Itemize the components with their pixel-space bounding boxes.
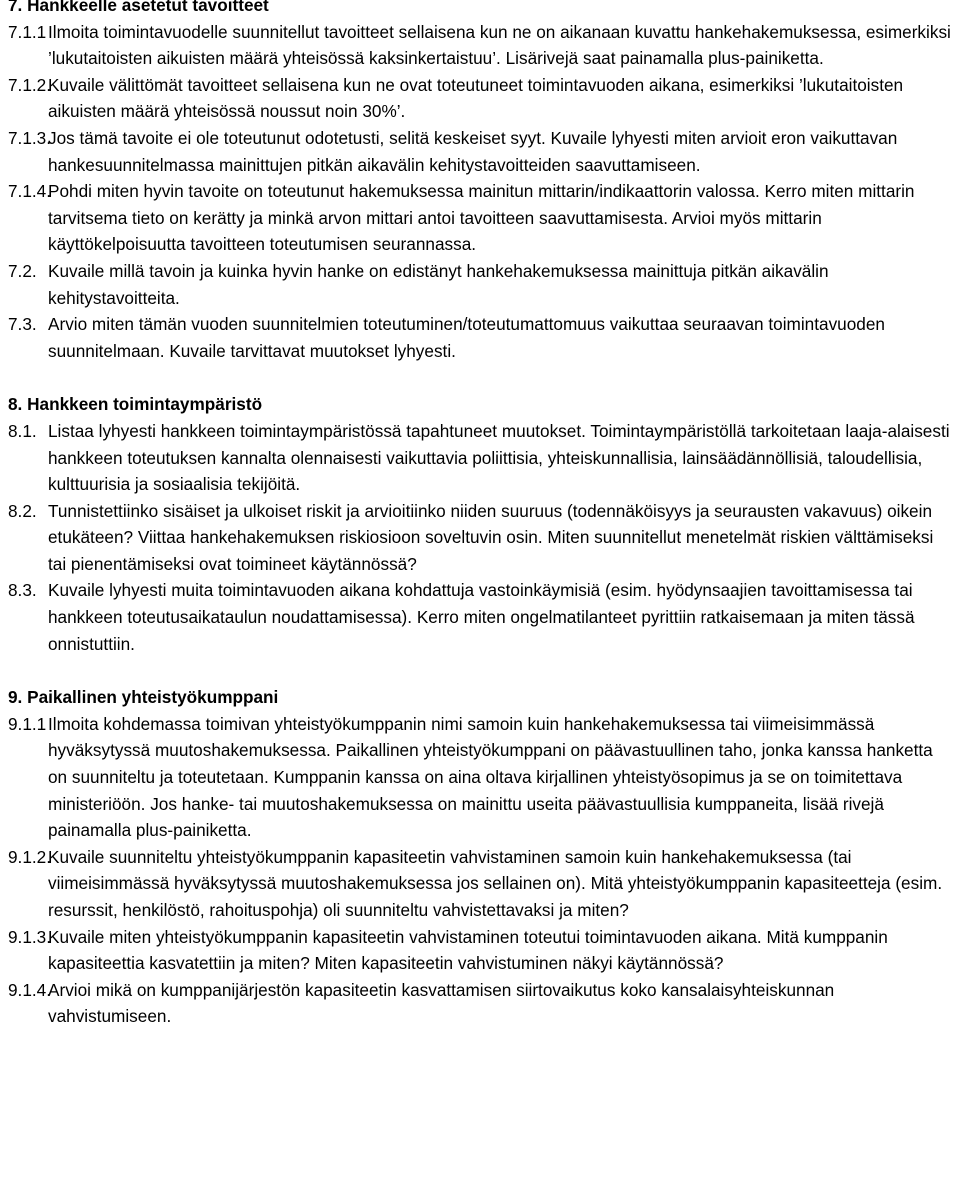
item-number: 7.1.3. [8,127,52,148]
item-text: Kuvaile millä tavoin ja kuinka hyvin hanke on edistänyt hankehakemuksessa mainittuja pitkän aikavälin kehitystavoitteita. [48,260,829,308]
list-item [8,498,952,578]
list-item [8,844,952,924]
item-text: Kuvaile suunniteltu yhteistyökumppanin kapasiteetin vahvistaminen samoin kuin hankehakemuksessa (tai viimeisimmässä hyväksytyssä muutoshakemuksessa jos sellainen on). Mitä yhteistyökumppanin kapasiteetteja (esim. resurssit, henkilöstö, rahoituspohja) oli suunniteltu vahvistettavaksi ja miten? [48,846,943,920]
item-number: 9.1.2. [8,846,52,867]
item-text: Arvio miten tämän vuoden suunnitelmien toteutuminen/toteutumattomuus vaikuttaa seuraavan toimintavuoden suunnitelmaan. Kuvaile tarvittavat muutokset lyhyesti. [48,314,885,361]
section-heading: 7. Hankkeelle asetetut tavoitteet [8,0,269,15]
list-item [8,577,952,657]
item-text: Ilmoita toimintavuodelle suunnitellut tavoitteet sellaisena kun ne on aikanaan kuvattu hankehakemuksessa, esimerkiksi ’lukutaitoisten aikuisten määrä yhteisössä kaksinkertaistuu’. Lisärivejä saat painamalla plus-painiketta. [48,21,951,69]
item-text: Jos tämä tavoite ei ole toteutunut odotetusti, selitä keskeiset syyt. Kuvaile lyhyesti miten arvioit eron vaikuttavan hankesuunnitelmassa mainittujen pitkän aikavälin kehitystavoitteiden saavuttamiseen. [48,127,898,175]
item-number: 7.1.2. [8,74,52,95]
section-7 [8,0,952,364]
item-number: 8.3. [8,580,37,601]
item-text: Pohdi miten hyvin tavoite on toteutunut hakemuksessa mainitun mittarin/indikaattorin valossa. Kerro miten mittarin tarvitsema tieto on kerätty ja minkä arvon mittari antoi tavoitteen saavuttamisesta. Arvioi myös mittarin käyttökelpoisuutta tavoitteen toteutumisen seurannassa. [48,181,915,255]
list-item [8,418,952,498]
item-number: 8.1. [8,420,37,441]
list-item [8,977,952,1030]
item-text: Arvioi mikä on kumppanijärjestön kapasiteetin kasvattamisen siirtovaikutus koko kansalaisyhteiskunnan vahvistumiseen. [48,979,835,1027]
list-item [8,924,952,977]
section-9 [8,684,952,1030]
list-item [8,258,952,311]
list-item [8,311,952,364]
item-number: 7.3. [8,314,37,335]
item-text: Kuvaile lyhyesti muita toimintavuoden aikana kohdattuja vastoinkäymisiä (esim. hyödynsaajien tavoittamisessa tai hankkeen toteutusaikataulun noudattamisessa). Kerro miten ongelmatilanteet pyrittiin ratkaisemaan ja miten tässä onnistuttiin. [48,580,915,654]
list-item [8,19,952,72]
list-item [8,72,952,125]
item-number: 8.2. [8,500,37,521]
item-text: Ilmoita kohdemassa toimivan yhteistyökumppanin nimi samoin kuin hankehakemuksessa tai viimeisimmässä hyväksytyssä muutoshakemuksessa. Paikallinen yhteistyökumppani on päävastuullinen taho, jonka kanssa hanketta on suunniteltu ja toteutetaan. Kumppanin kanssa on aina oltava kirjallinen yhteistyösopimus ja se on toimitettava ministeriöön. Jos hanke- tai muutoshakemuksessa on mainittu useita päävastuullisia kumppaneita, lisää rivejä painamalla plus-painiketta. [48,713,933,841]
item-number: 9.1.1 [8,713,47,734]
list-item [8,178,952,258]
section-heading: 9. Paikallinen yhteistyökumppani [8,687,279,708]
section-heading: 8. Hankkeen toimintaympäristö [8,394,263,415]
section-spacer [8,364,952,391]
item-number: 7.1.1 [8,21,47,42]
item-text: Tunnistettiinko sisäiset ja ulkoiset riskit ja arvioitiinko niiden suuruus (todennäköisyys ja seurausten vakavuus) oikein etukäteen? Viittaa hankehakemuksen riskiosioon soveltuvin osin. Miten suunnitellut menetelmät riskien välttämiseksi tai pienentämiseksi ovat toimineet käytännössä? [48,500,934,574]
item-number: 7.2. [8,260,37,281]
item-number: 7.1.4. [8,181,52,202]
item-number: 9.1.4. [8,979,52,1000]
item-text: Listaa lyhyesti hankkeen toimintaympäristössä tapahtuneet muutokset. Toimintaympäristöllä tarkoitetaan laaja-alaisesti hankkeen toteutuksen kannalta olennaisesti vaikuttavia poliittisia, yhteiskunnallisia, lainsäädännöllisiä, taloudellisia, kulttuurisia ja sosiaalisia tekijöitä. [48,420,950,495]
list-item [8,711,952,844]
item-text: Kuvaile välittömät tavoitteet sellaisena kun ne ovat toteutuneet toimintavuoden aikana, esimerkiksi ’lukutaitoisten aikuisten määrä yhteisössä noussut noin 30%’. [48,74,904,122]
section-spacer [8,657,952,684]
list-item [8,125,952,178]
section-8 [8,391,952,657]
item-text: Kuvaile miten yhteistyökumppanin kapasiteetin vahvistaminen toteutui toimintavuoden aikana. Mitä kumppanin kapasiteettia kasvatettiin ja miten? Miten kapasiteetin vahvistuminen näkyi käytännössä? [48,926,888,974]
item-number: 9.1.3. [8,926,52,947]
